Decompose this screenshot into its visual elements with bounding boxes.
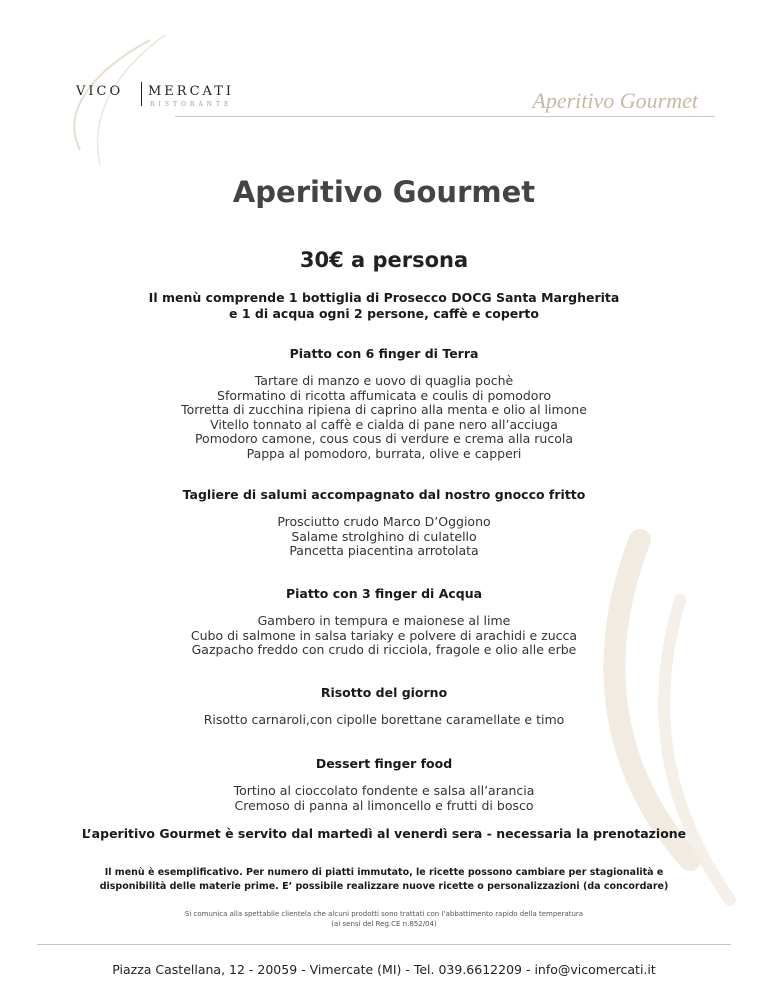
disclaimer bbox=[0, 866, 768, 894]
section-items-dessert bbox=[0, 784, 768, 813]
footer-divider bbox=[37, 944, 731, 945]
menu-item: Gazpacho freddo con crudo di ricciola, fragole e olio alle erbe bbox=[191, 642, 577, 658]
legal-line: Si comunica alla spettabile clientela che alcuni prodotti sono trattati con l’abbattimento rapido della temperatura bbox=[184, 910, 584, 918]
intro-text bbox=[0, 290, 768, 322]
section-title-tagliere: Tagliere di salumi accompagnato dal nostro gnocco fritto bbox=[182, 487, 586, 502]
menu-item: Cubo di salmone in salsa tariaky e polvere di arachidi e zucca bbox=[190, 627, 578, 643]
service-note: L’aperitivo Gourmet è servito dal martedì al venerdì sera - necessaria la prenotazione bbox=[81, 826, 687, 841]
section-title-dessert: Dessert finger food bbox=[315, 756, 453, 771]
menu-item: Tartare di manzo e uovo di quaglia pochè bbox=[254, 373, 514, 388]
price: 30€ a persona bbox=[299, 248, 469, 272]
disclaimer-line: Il menù è esemplificativo. Per numero di piatti immutato, le ricette possono cambiare per stagionalità e bbox=[104, 867, 664, 878]
menu-item: Torretta di zucchina ripiena di caprino alla menta e olio al limone bbox=[181, 402, 587, 418]
intro-line: Il menù comprende 1 bottiglia di Prosecco DOCG Santa Margherita bbox=[148, 290, 620, 305]
menu-item: Pappa al pomodoro, burrata, olive e capperi bbox=[246, 445, 522, 461]
menu-item: Risotto carnaroli,con cipolle borettane caramellate e timo bbox=[203, 712, 565, 727]
section-title-acqua: Piatto con 3 finger di Acqua bbox=[285, 586, 483, 601]
menu-item: Tortino al cioccolato fondente e salsa all’arancia bbox=[233, 783, 535, 798]
section-items-acqua bbox=[0, 614, 768, 658]
section-title-risotto: Risotto del giorno bbox=[320, 685, 448, 700]
header-divider bbox=[175, 116, 715, 117]
menu-item: Sformatino di ricotta affumicata e coulis di pomodoro bbox=[217, 387, 551, 403]
intro-line: e 1 di acqua ogni 2 persone, caffè e coperto bbox=[229, 306, 539, 321]
menu-item: Vitello tonnato al caffè e cialda di pane nero all’acciuga bbox=[210, 416, 558, 432]
menu-item: Gambero in tempura e maionese al lime bbox=[257, 613, 511, 628]
logo-text-mercati: MERCATI bbox=[148, 84, 235, 99]
logo-text-ristorante: RISTORANTE bbox=[150, 101, 233, 108]
footer-address: Piazza Castellana, 12 - 20059 - Vimercate (MI) - Tel. 039.6612209 - info@vicomercati.it bbox=[112, 962, 656, 977]
menu-item: Pomodoro camone, cous cous di verdure e crema alla rucola bbox=[194, 431, 574, 447]
menu-item: Cremoso di panna al limoncello e frutti di bosco bbox=[234, 797, 534, 813]
section-items-terra bbox=[0, 374, 768, 462]
menu-item: Prosciutto crudo Marco D’Oggiono bbox=[277, 514, 491, 529]
disclaimer-line: disponibilità delle materie prime. E’ possibile realizzare nuove ricette o personalizzazioni (da concordare) bbox=[99, 881, 669, 892]
header-brand: Aperitivo Gourmet bbox=[532, 88, 698, 113]
section-title-terra: Piatto con 6 finger di Terra bbox=[289, 346, 479, 361]
section-items-risotto bbox=[0, 713, 768, 728]
legal-note bbox=[0, 909, 768, 929]
logo-text-vico: VICO bbox=[76, 84, 124, 99]
menu-item: Pancetta piacentina arrotolata bbox=[289, 543, 479, 559]
menu-item: Salame strolghino di culatello bbox=[291, 528, 477, 544]
logo-divider bbox=[141, 82, 142, 106]
page-title: Aperitivo Gourmet bbox=[232, 175, 536, 209]
section-items-tagliere bbox=[0, 515, 768, 559]
legal-line: (ai sensi del Reg.CE n.852/04) bbox=[331, 920, 437, 928]
